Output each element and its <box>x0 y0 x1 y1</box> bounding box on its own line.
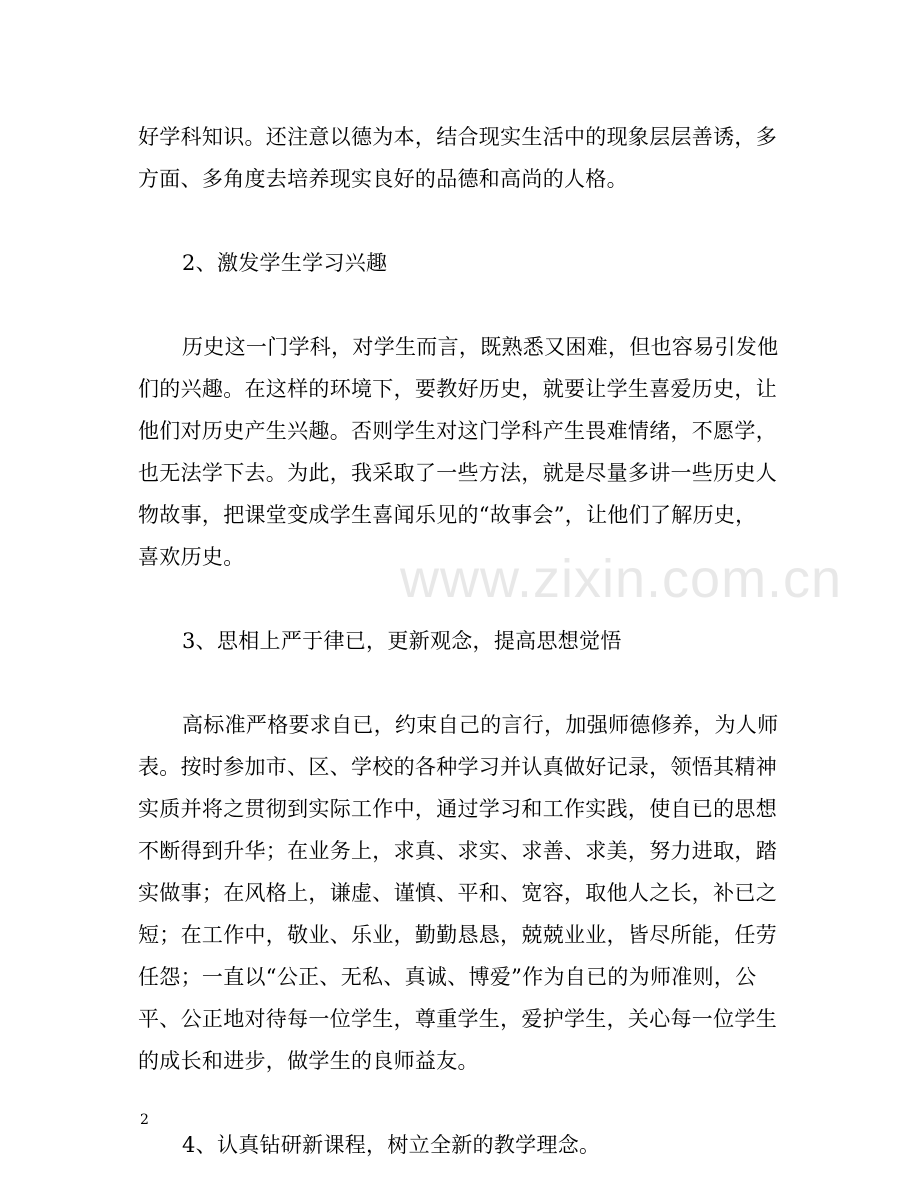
text-line: 他们对历史产生兴趣。否则学生对这门学科产生畏难情绪，不愿学， <box>138 419 777 443</box>
text-line: 方面、多角度去培养现实良好的品德和高尚的人格。 <box>138 167 628 191</box>
paragraph-gap <box>138 284 778 326</box>
paragraph-gap <box>138 662 778 704</box>
watermark: www.zixin.com.cn <box>400 549 843 609</box>
text-line: 喜欢历史。 <box>138 545 245 569</box>
document-body <box>138 116 778 1166</box>
text-line: 历史这一门学科，对学生而言，既熟悉又困难，但也容易引发他 <box>182 335 779 359</box>
text-line: 实做事；在风格上，谦虚、谨慎、平和、宽容，取他人之长，补已之 <box>138 881 777 905</box>
text-line: 高标准严格要求自已，约束自己的言行，加强师德修养，为人师 <box>182 713 779 737</box>
text-line: 平、公正地对待每一位学生，尊重学生，爱护学生，关心每一位学生 <box>138 1007 777 1031</box>
text-line: 们的兴趣。在这样的环境下，要教好历史，就要让学生喜爱历史，让 <box>138 377 777 401</box>
text-line: 短；在工作中，敬业、乐业，勤勤恳恳，兢兢业业，皆尽所能，任劳 <box>138 923 777 947</box>
text-line: 不断得到升华；在业务上，求真、求实、求善、求美，努力进取，踏 <box>138 839 777 863</box>
text-line: 好学科知识。还注意以德为本，结合现实生活中的现象层层善诱，多 <box>138 125 777 149</box>
text-line: 3、思相上严于律已，更新观念，提高思想觉悟 <box>182 629 622 653</box>
text-line: 的成长和进步，做学生的良师益友。 <box>138 1049 479 1073</box>
text-line: 2、激发学生学习兴趣 <box>182 251 388 275</box>
text-line: 表。按时参加市、区、学校的各种学习并认真做好记录，领悟其精神 <box>138 755 777 779</box>
page-number: 2 <box>140 1112 149 1128</box>
text-line: 也无法学下去。为此，我采取了一些方法，就是尽量多讲一些历史人 <box>138 461 777 485</box>
paragraph-gap <box>138 578 778 620</box>
text-line: 4、认真钻研新课程，树立全新的教学理念。 <box>182 1133 601 1157</box>
paragraph-gap <box>138 200 778 242</box>
text-line: 实质并将之贯彻到实际工作中，通过学习和工作实践，使自已的思想 <box>138 797 777 821</box>
paragraph-gap <box>138 1082 778 1124</box>
text-line: 物故事，把课堂变成学生喜闻乐见的“故事会”，让他们了解历史， <box>138 503 757 527</box>
text-line: 任怨；一直以“公正、无私、真诚、博爱”作为自已的为师准则，公 <box>138 965 757 989</box>
